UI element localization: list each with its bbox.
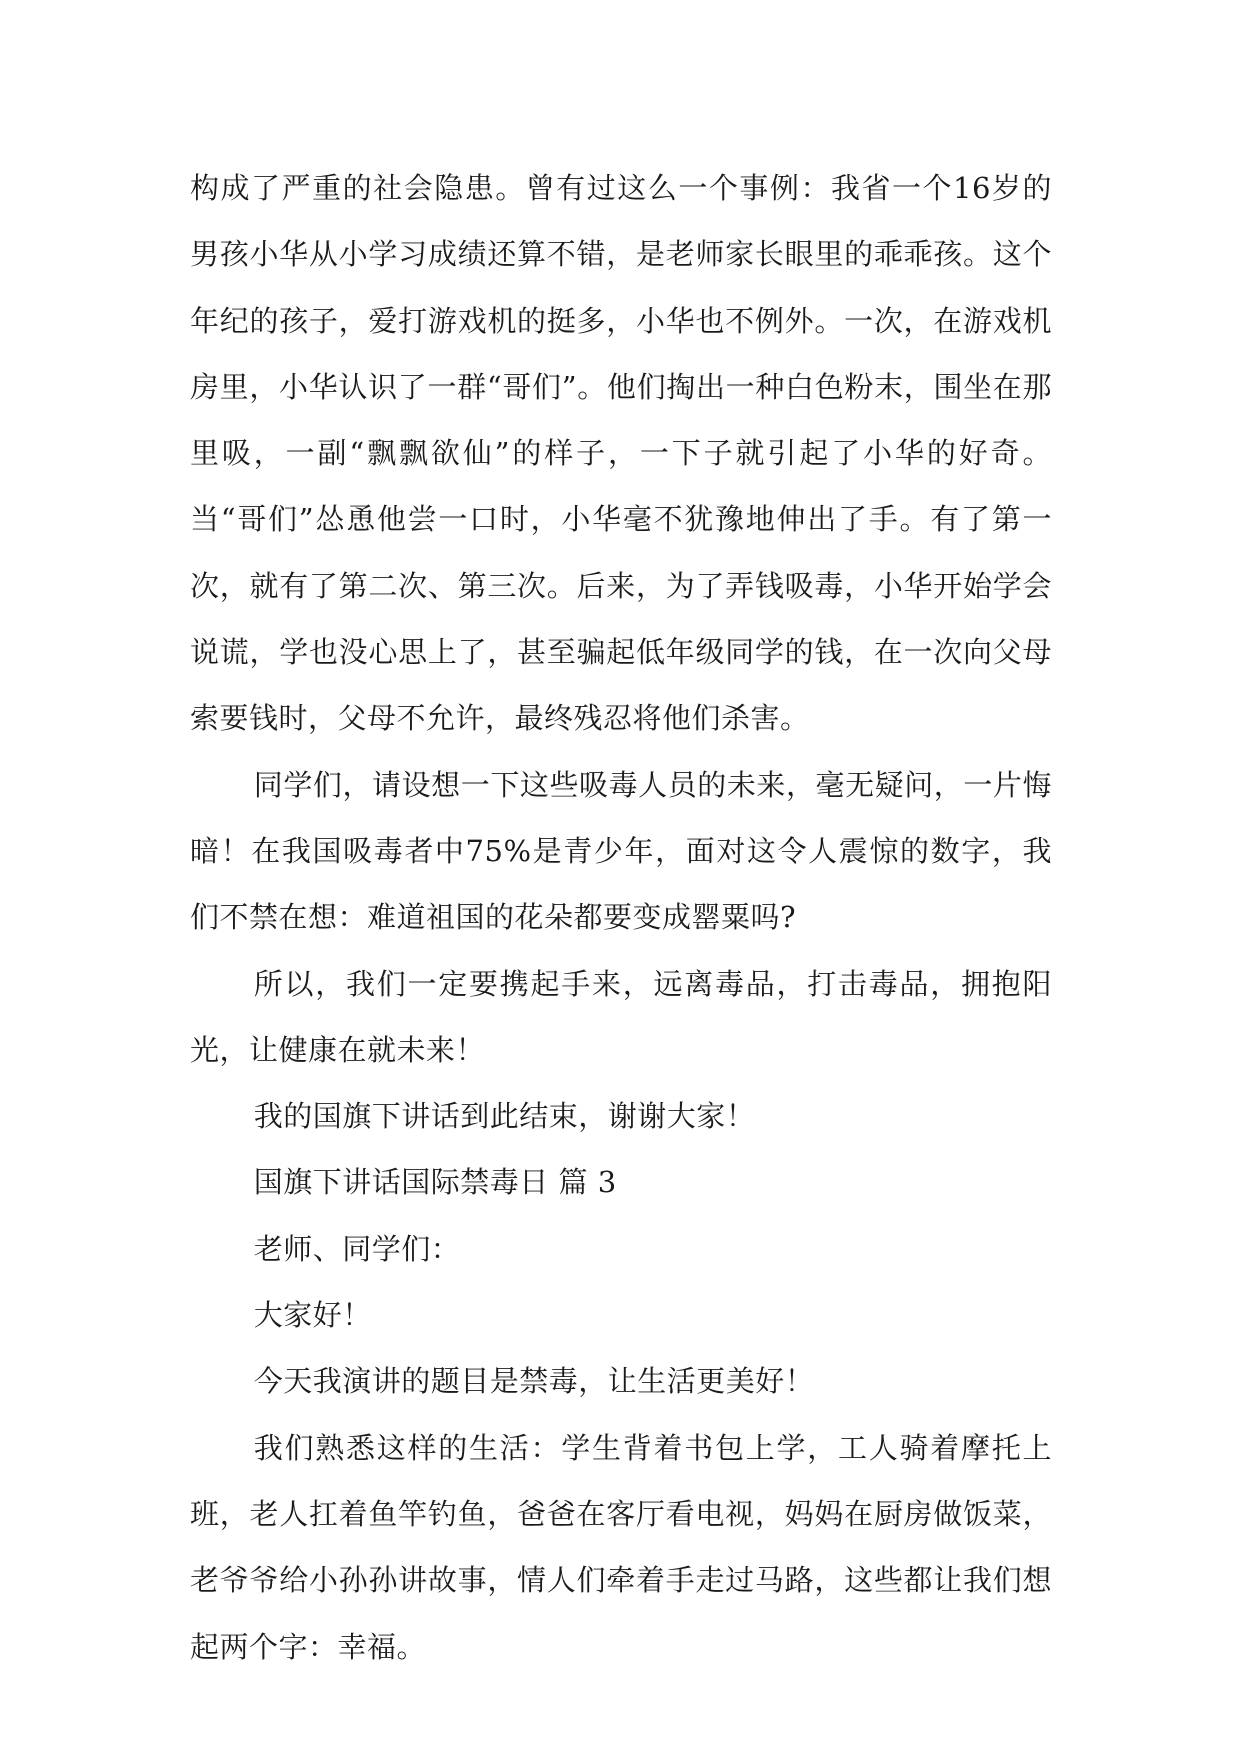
paragraph-closing: 我的国旗下讲话到此结束，谢谢大家！: [253, 1099, 756, 1134]
document-page: [190, 155, 1052, 1680]
section-heading: 国旗下讲话国际禁毒日 篇 3: [253, 1165, 617, 1200]
speech-topic: 今天我演讲的题目是禁毒，让生活更美好！: [253, 1364, 815, 1399]
paragraph-happy-life: 我们熟悉这样的生活：学生背着书包上学，工人骑着摩托上班，老人扛着鱼竿钓鱼，爸爸在客厅看电视，妈妈在厨房做饭菜，老爷爷给小孙孙讲故事，情人们牵着手走过马路，这些都让我们想起两个字：幸福。: [190, 1430, 1052, 1664]
paragraph-call-to-action: 所以，我们一定要携起手来，远离毒品，打击毒品，拥抱阳光，让健康在就未来！: [190, 966, 1052, 1067]
salutation: 老师、同学们：: [253, 1231, 461, 1266]
greeting: 大家好！: [253, 1298, 372, 1333]
paragraph-future-question: 同学们，请设想一下这些吸毒人员的未来，毫无疑问，一片悔暗！在我国吸毒者中75%是青少年，面对这令人震惊的数字，我们不禁在想：难道祖国的花朵都要变成罂粟吗?: [190, 767, 1052, 935]
paragraph-case-story: 构成了严重的社会隐患。曾有过这么一个事例：我省一个16岁的男孩小华从小学习成绩还算不错，是老师家长眼里的乖乖孩。这个年纪的孩子，爱打游戏机的挺多，小华也不例外。一次，在游戏机房里，小华认识了一群“哥们”。他们掏出一种白色粉末，围坐在那里吸，一副“飘飘欲仙”的样子，一下子就引起了小华的好奇。当“哥们”怂恿他尝一口时，小华毫不犹豫地伸出了手。有了第一次，就有了第二次、第三次。后来，为了弄钱吸毒，小华开始学会说谎，学也没心思上了，甚至骗起低年级同学的钱，在一次向父母索要钱时，父母不允许，最终残忍将他们杀害。: [190, 171, 1052, 736]
